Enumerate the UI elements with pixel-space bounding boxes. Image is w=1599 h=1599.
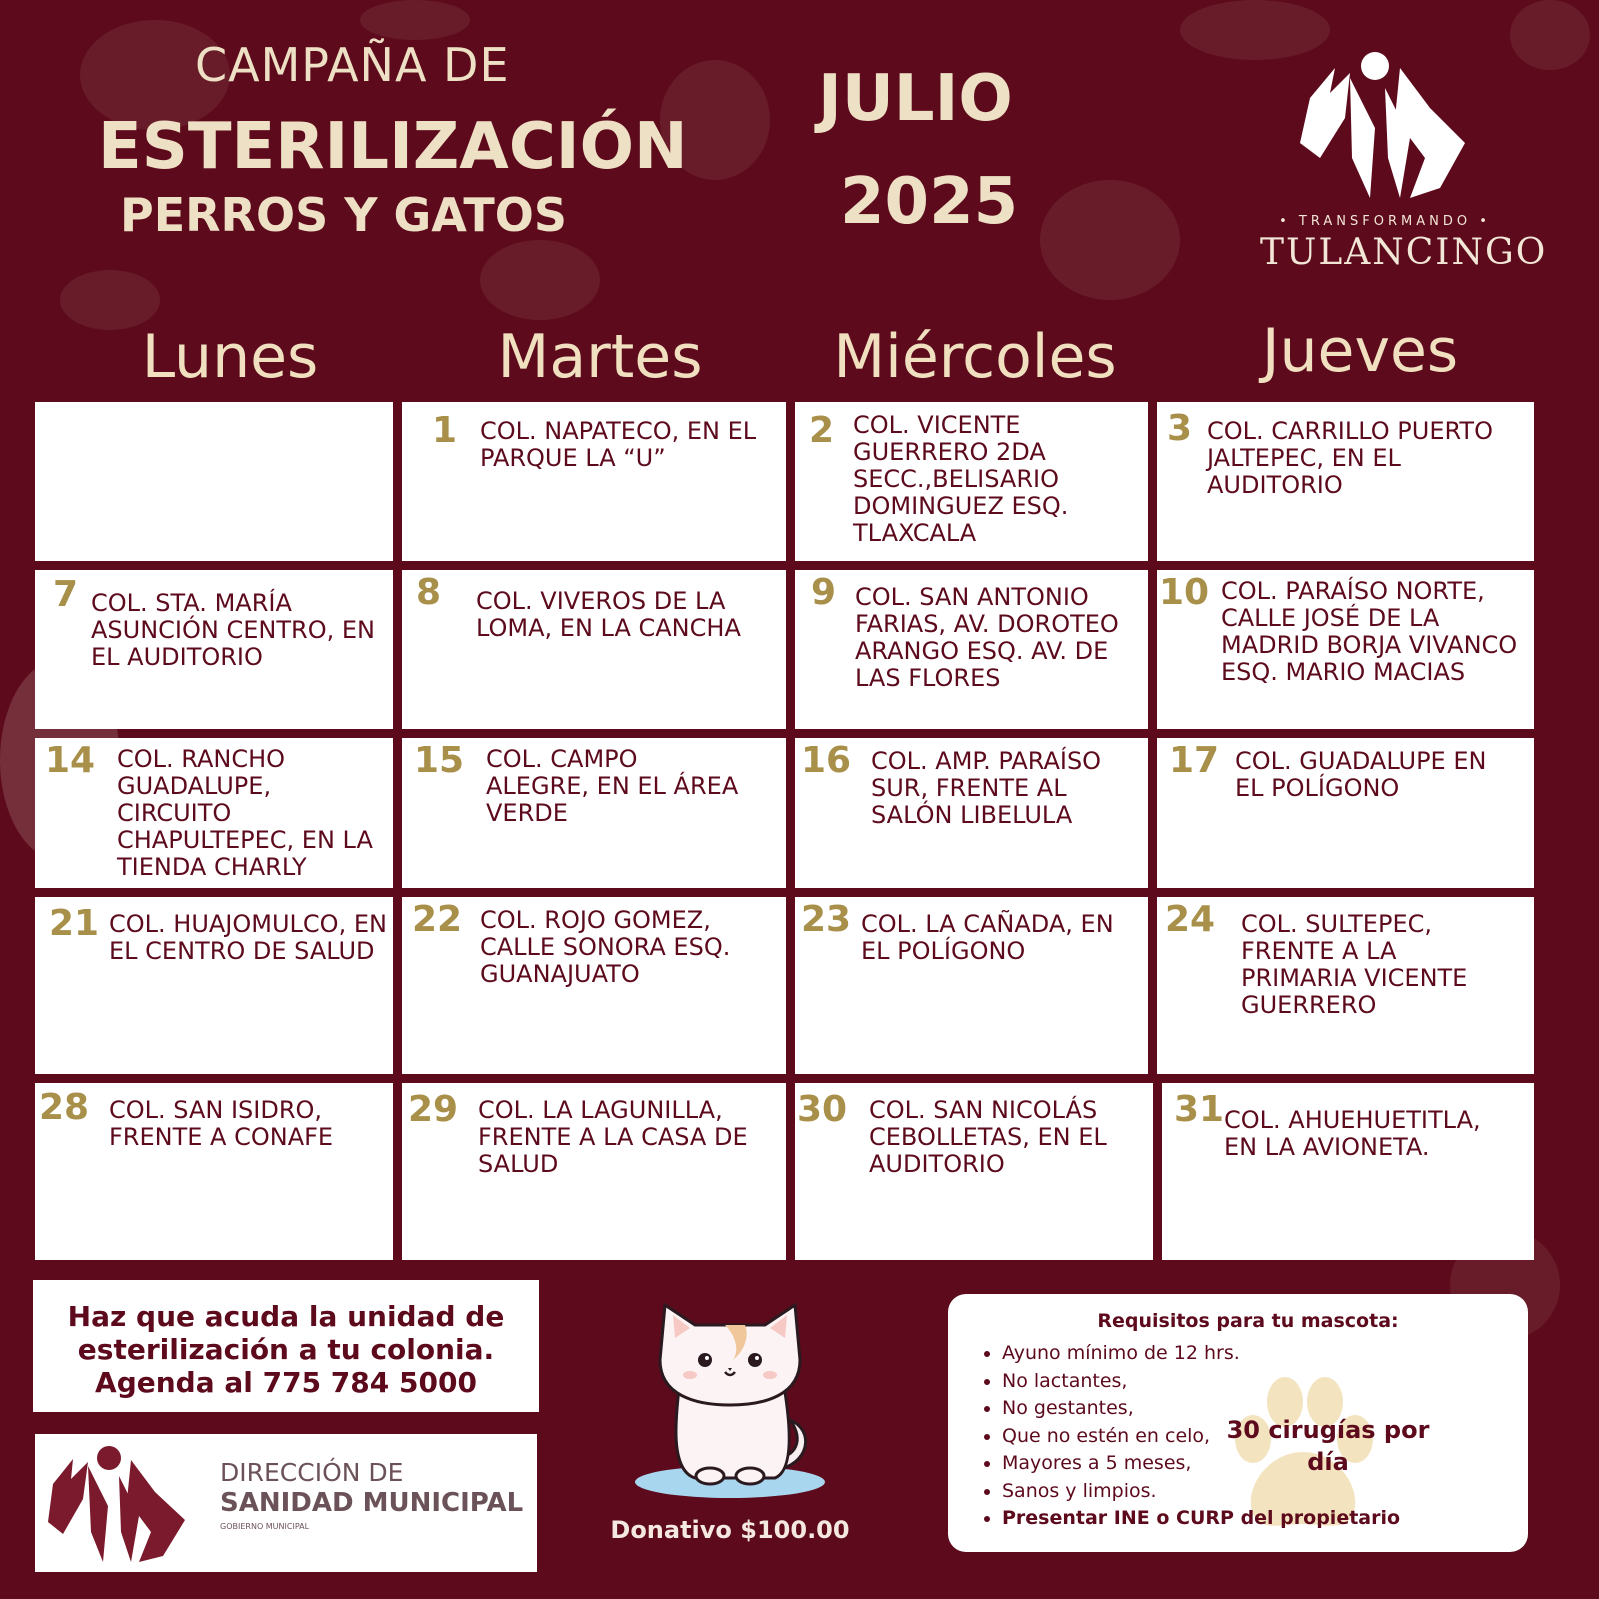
calendar-cell xyxy=(35,738,393,888)
day-number: 8 xyxy=(416,572,442,613)
day-number: 31 xyxy=(1174,1089,1225,1130)
requirement-item: • Sanos y limpios. xyxy=(1002,1478,1400,1506)
day-header-jueves: Jueves xyxy=(1261,316,1459,386)
brand-name: TULANCINGO xyxy=(1260,232,1548,273)
day-number: 29 xyxy=(408,1089,459,1130)
location-text: COL. RANCHO GUADALUPE, CIRCUITO CHAPULTEPEC, EN LA TIENDA CHARLY xyxy=(117,745,373,881)
calendar-cell xyxy=(35,1083,393,1260)
location-text: COL. SULTEPEC, FRENTE A LA PRIMARIA VICENTE GUERRERO xyxy=(1241,910,1468,1019)
month-label: JULIO xyxy=(818,62,1013,136)
paw-print-decoration xyxy=(1040,180,1180,300)
paw-print-decoration xyxy=(1510,0,1590,70)
sanidad-municipal-banner xyxy=(35,1434,537,1572)
calendar-cell xyxy=(402,897,786,1074)
location-text: COL. SAN ISIDRO, FRENTE A CONAFE xyxy=(109,1096,334,1151)
location-text: COL. AMP. PARAÍSO SUR, FRENTE AL SALÓN LIBELULA xyxy=(871,747,1102,829)
calendar-cell xyxy=(35,570,393,729)
requirement-item: • No gestantes, xyxy=(1002,1395,1400,1423)
day-number: 30 xyxy=(797,1089,848,1130)
calendar-cell xyxy=(1157,897,1534,1074)
day-header-lunes: Lunes xyxy=(141,322,319,392)
calendar-cell xyxy=(795,1083,1153,1260)
paw-print-decoration xyxy=(360,0,470,40)
calendar-cell xyxy=(795,897,1148,1074)
day-number: 17 xyxy=(1169,740,1220,781)
location-text: COL. HUAJOMULCO, EN EL CENTRO DE SALUD xyxy=(109,910,387,965)
day-number: 15 xyxy=(414,740,465,781)
requirements-title: Requisitos para tu mascota: xyxy=(1097,1310,1399,1332)
calendar-cell xyxy=(795,738,1148,888)
day-number: 2 xyxy=(809,410,835,451)
day-number: 7 xyxy=(53,574,79,615)
campaign-title-line2: ESTERILIZACIÓN xyxy=(98,110,688,184)
day-number: 1 xyxy=(432,410,458,451)
surgeries-per-day xyxy=(1218,1414,1438,1478)
year-label: 2025 xyxy=(840,165,1019,239)
location-text: COL. PARAÍSO NORTE, CALLE JOSÉ DE LA MADRID BORJA VIVANCO ESQ. MARIO MACIAS xyxy=(1221,577,1518,686)
calendar-cell xyxy=(402,1083,786,1260)
calendar-cell xyxy=(402,402,786,561)
day-number: 22 xyxy=(412,899,463,940)
paw-print-decoration xyxy=(480,240,600,320)
day-number: 10 xyxy=(1159,572,1210,613)
tulancingo-logo-icon xyxy=(1290,48,1490,208)
day-header-miercoles: Miércoles xyxy=(833,322,1117,392)
calendar-cell xyxy=(35,897,393,1074)
day-number: 21 xyxy=(49,903,100,944)
calendar-cell xyxy=(1157,738,1534,888)
agenda-box xyxy=(33,1280,539,1412)
donation-label: Donativo $100.00 xyxy=(610,1516,850,1544)
requirement-item: • Mayores a 5 meses, xyxy=(1002,1450,1400,1478)
location-text: COL. AHUEHUETITLA, EN LA AVIONETA. xyxy=(1224,1106,1481,1161)
day-number: 24 xyxy=(1165,899,1216,940)
requirements-box xyxy=(948,1294,1528,1552)
brand-tagline: • TRANSFORMANDO • xyxy=(1279,214,1491,229)
campaign-title-line3: PERROS Y GATOS xyxy=(120,188,567,242)
cat-illustration-icon xyxy=(625,1280,855,1510)
sanidad-logo-icon xyxy=(43,1444,208,1564)
location-text: COL. CARRILLO PUERTO JALTEPEC, EN EL AUDITORIO xyxy=(1207,417,1493,499)
paw-print-decoration xyxy=(60,270,160,330)
calendar-cell xyxy=(35,402,393,561)
day-number: 3 xyxy=(1167,408,1193,449)
location-text: COL. GUADALUPE EN EL POLÍGONO xyxy=(1235,747,1487,802)
location-text: COL. LA CAÑADA, EN EL POLÍGONO xyxy=(861,910,1114,965)
calendar-cell xyxy=(795,402,1148,561)
calendar-cell xyxy=(402,738,786,888)
location-text: COL. SAN NICOLÁS CEBOLLETAS, EN EL AUDITORIO xyxy=(869,1096,1107,1178)
day-number: 23 xyxy=(801,899,852,940)
day-number: 28 xyxy=(39,1087,90,1128)
requirement-item: • Ayuno mínimo de 12 hrs. xyxy=(1002,1340,1400,1368)
location-text: COL. ROJO GOMEZ, CALLE SONORA ESQ. GUANAJUATO xyxy=(480,906,731,988)
requirement-item: • Que no estén en celo, xyxy=(1002,1423,1400,1451)
calendar-cell xyxy=(1157,570,1534,729)
agenda-phone: Agenda al 775 784 5000 xyxy=(95,1366,477,1399)
day-number: 9 xyxy=(811,572,837,613)
sanidad-line2: SANIDAD MUNICIPAL xyxy=(220,1488,524,1518)
calendar-cell xyxy=(795,570,1148,729)
sanidad-line1: DIRECCIÓN DE xyxy=(220,1458,404,1487)
location-text: COL. LA LAGUNILLA, FRENTE A LA CASA DE SALUD xyxy=(478,1096,748,1178)
day-number: 14 xyxy=(45,740,96,781)
location-text: COL. CAMPO ALEGRE, EN EL ÁREA VERDE xyxy=(486,745,739,827)
surgeries-line2: día xyxy=(1307,1448,1349,1476)
calendar-cell xyxy=(1157,402,1534,561)
location-text: COL. STA. MARÍA ASUNCIÓN CENTRO, EN EL AUDITORIO xyxy=(91,589,375,671)
location-text: COL. VIVEROS DE LA LOMA, EN LA CANCHA xyxy=(476,587,741,642)
calendar-cell xyxy=(402,570,786,729)
day-number: 16 xyxy=(801,740,852,781)
sanidad-line3: GOBIERNO MUNICIPAL xyxy=(220,1522,310,1531)
surgeries-line1: 30 cirugías por xyxy=(1226,1416,1430,1444)
day-header-martes: Martes xyxy=(497,322,703,392)
agenda-line1: Haz que acuda la unidad de xyxy=(67,1300,505,1333)
campaign-title-line1: CAMPAÑA DE xyxy=(195,38,510,92)
location-text: COL. NAPATECO, EN EL PARQUE LA “U” xyxy=(480,417,757,472)
location-text: COL. VICENTE GUERRERO 2DA SECC.,BELISARIO DOMINGUEZ ESQ. TLAXCALA xyxy=(853,411,1069,547)
requirement-item: • Presentar INE o CURP del propietario xyxy=(1002,1505,1400,1533)
requirement-item: • No lactantes, xyxy=(1002,1368,1400,1396)
agenda-line2: esterilización a tu colonia. xyxy=(77,1333,495,1366)
calendar-cell xyxy=(1162,1083,1534,1260)
location-text: COL. SAN ANTONIO FARIAS, AV. DOROTEO ARANGO ESQ. AV. DE LAS FLORES xyxy=(855,583,1119,692)
